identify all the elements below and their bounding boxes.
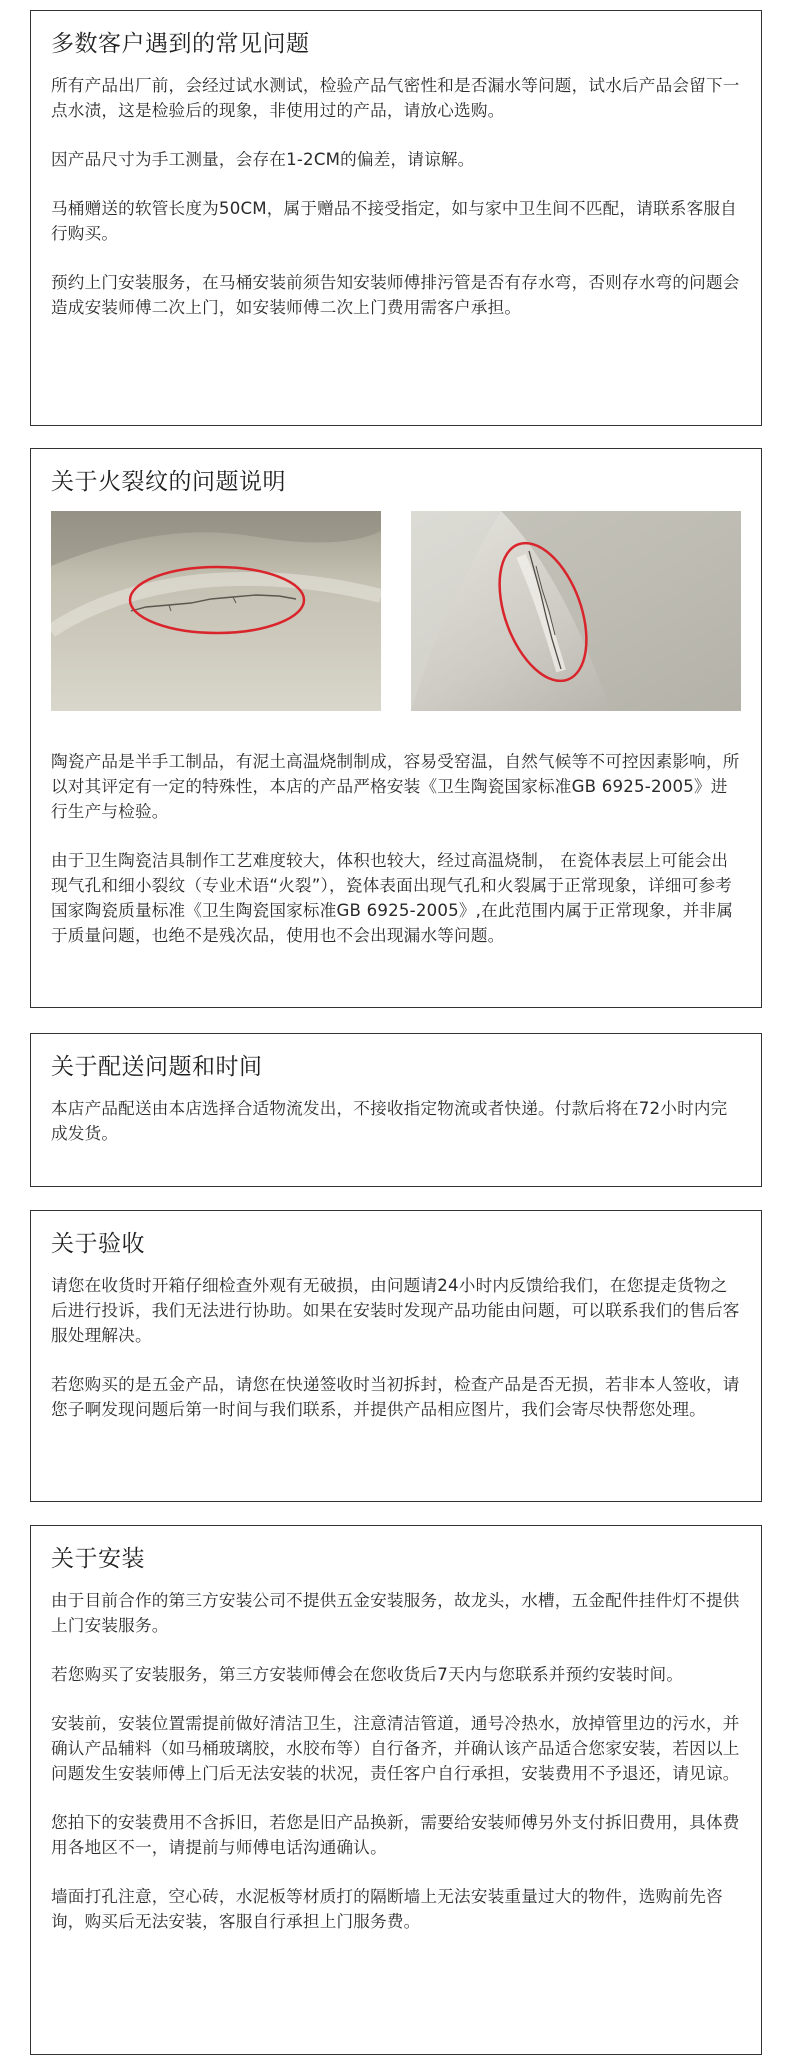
faq-section — [30, 10, 762, 426]
installation-paragraph: 墙面打孔注意，空心砖，水泥板等材质打的隔断墙上无法安装重量过大的物件，选购前先咨询，购买后无法安装，客服自行承担上门服务费。 — [51, 1887, 723, 1931]
crack-paragraph: 陶瓷产品是半手工制品，有泥土高温烧制制成，容易受窑温，自然气候等不可控因素影响，所以对其评定有一定的特殊性，本店的产品严格安装《卫生陶瓷国家标准GB 6925-2005》进行生产与检验。 — [51, 752, 740, 821]
installation-title: 关于安装 — [51, 1546, 145, 1572]
delivery-paragraph: 本店产品配送由本店选择合适物流发出，不接收指定物流或者快递。付款后将在72小时内完成发货。 — [51, 1099, 728, 1143]
glaze-crack-photo-1 — [51, 511, 381, 711]
installation-paragraph: 您拍下的安装费用不含拆旧，若您是旧产品换新，需要给安装师傅另外支付拆旧费用，具体费用各地区不一，请提前与师傅电话沟通确认。 — [51, 1813, 740, 1857]
crack-paragraph: 由于卫生陶瓷洁具制作工艺难度较大，体积也较大，经过高温烧制， 在瓷体表层上可能会出现气孔和细小裂纹（专业术语“火裂”），瓷体表面出现气孔和火裂属于正常现象，详细可参考国家陶瓷质量标准《卫生陶瓷国家标准GB 6925-2005》,在此范围内属于正常现象，并非属于质量问题，也绝不是残次品，使用也不会出现漏水等问题。 — [51, 851, 734, 945]
crack-section — [30, 448, 762, 1008]
inspection-paragraph: 若您购买的是五金产品，请您在快递签收时当初拆封，检查产品是否无损，若非本人签收，请您子啊发现问题后第一时间与我们联系，并提供产品相应图片，我们会寄尽快帮您处理。 — [51, 1375, 740, 1419]
installation-paragraph: 安装前，安装位置需提前做好清洁卫生，注意清洁管道，通号冷热水，放掉管里边的污水，并确认产品辅料（如马桶玻璃胶，水胶布等）自行备齐，并确认该产品适合您家安装，若因以上问题发生安装师傅上门后无法安装的状况，责任客户自行承担，安装费用不予退还，请见谅。 — [51, 1714, 740, 1783]
delivery-title: 关于配送问题和时间 — [51, 1054, 263, 1080]
faq-paragraph: 所有产品出厂前，会经过试水测试，检验产品气密性和是否漏水等问题，试水后产品会留下一点水渍，这是检验后的现象，非使用过的产品，请放心选购。 — [51, 76, 740, 120]
installation-paragraph: 若您购买了安装服务，第三方安装师傅会在您收货后7天内与您联系并预约安装时间。 — [51, 1665, 684, 1684]
installation-paragraph: 由于目前合作的第三方安装公司不提供五金安装服务，故龙头，水槽，五金配件挂件灯不提供上门安装服务。 — [51, 1591, 740, 1635]
glaze-crack-photo-2 — [411, 511, 741, 711]
crack-title: 关于火裂纹的问题说明 — [51, 469, 286, 495]
delivery-section — [30, 1033, 762, 1187]
installation-section — [30, 1525, 762, 2055]
inspection-section — [30, 1210, 762, 1502]
inspection-paragraph: 请您在收货时开箱仔细检查外观有无破损，由问题请24小时内反馈给我们，在您提走货物之后进行投诉，我们无法进行协助。如果在安装时发现产品功能由问题，可以联系我们的售后客服处理解决。 — [51, 1276, 740, 1345]
faq-paragraph: 马桶赠送的软管长度为50CM，属于赠品不接受指定，如与家中卫生间不匹配，请联系客服自行购买。 — [51, 199, 737, 243]
inspection-title: 关于验收 — [51, 1231, 145, 1257]
faq-title: 多数客户遇到的常见问题 — [51, 31, 310, 57]
faq-paragraph: 预约上门安装服务，在马桶安装前须告知安装师傅排污管是否有存水弯，否则存水弯的问题会造成安装师傅二次上门，如安装师傅二次上门费用需客户承担。 — [51, 273, 740, 317]
crack-photo-row — [51, 511, 741, 711]
faq-paragraph: 因产品尺寸为手工测量，会存在1-2CM的偏差，请谅解。 — [51, 150, 475, 169]
